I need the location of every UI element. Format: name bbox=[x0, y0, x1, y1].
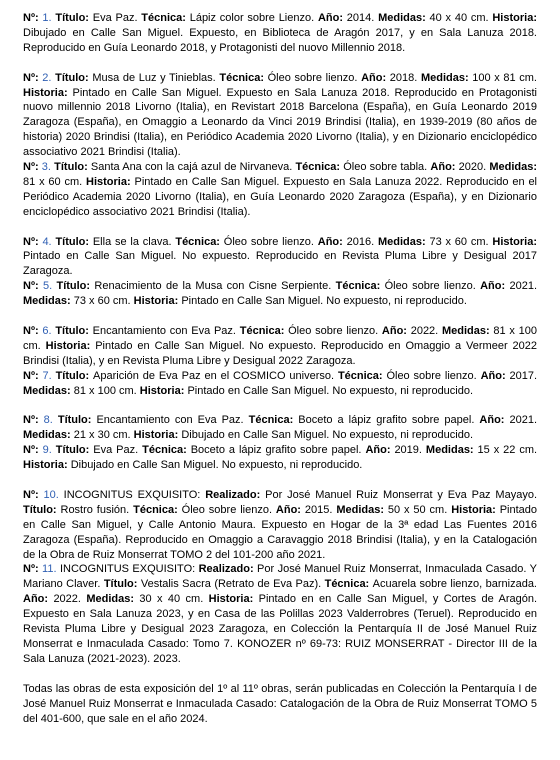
titulo-label: Título: bbox=[103, 578, 141, 591]
entry-title: Musa de Luz y Tinieblas. bbox=[92, 71, 216, 84]
entry-year: 2016. bbox=[346, 235, 375, 248]
entry-title: Renacimiento de la Musa con Cisne Serpiente. bbox=[94, 280, 332, 293]
medidas-label: Medidas: bbox=[336, 503, 388, 516]
entry-history: Pintado en Calle San Miguel. Expuesto en Sala Lanuza 2022. Reproducido en el Periódico Academia 2020 Livorno (Italia), en Guía Leonardo 2020 Zaragoza (España), y en Dizionario enciclopédico associativo 2021 Brindisi (Italia). bbox=[23, 175, 537, 218]
entry-measures: 81 x 100 cm. bbox=[23, 324, 537, 352]
tecnica-label: Técnica: bbox=[142, 444, 191, 457]
entry-year: 2020. bbox=[458, 161, 487, 174]
ano-label: Año: bbox=[479, 414, 510, 427]
ano-label: Año: bbox=[275, 503, 305, 516]
entry-title: Vestalis Sacra (Retrato de Eva Paz). bbox=[140, 578, 322, 591]
entry-year: 2022. bbox=[53, 593, 81, 606]
entry-year: 2021. bbox=[509, 280, 537, 293]
no-label: Nº: bbox=[23, 71, 43, 84]
catalog-entry-8 bbox=[23, 413, 537, 443]
ano-label: Año: bbox=[480, 280, 510, 293]
entry-title: Encantamiento con Eva Paz. bbox=[92, 324, 236, 337]
tecnica-label: Técnica: bbox=[335, 280, 385, 293]
entry-technique: Óleo sobre lienzo. bbox=[288, 324, 379, 337]
ano-label: Año: bbox=[365, 444, 395, 457]
catalog-entry-11 bbox=[23, 562, 537, 666]
titulo-label: Título: bbox=[23, 503, 61, 516]
spacer bbox=[23, 309, 537, 324]
entry-measures: 50 x 50 cm. bbox=[387, 503, 448, 516]
entry-measures: 15 x 22 cm. bbox=[477, 444, 538, 457]
no-label: Nº: bbox=[23, 235, 43, 248]
medidas-label: Medidas: bbox=[441, 324, 494, 337]
entry-year: 2019. bbox=[394, 444, 422, 457]
entry-measures: 81 x 100 cm. bbox=[73, 384, 137, 397]
historia-label: Historia: bbox=[451, 503, 500, 516]
ano-label: Año: bbox=[430, 161, 459, 174]
entry-technique: Óleo sobre lienzo. bbox=[267, 71, 358, 84]
entry-history: Pintado en Calle San Miguel. Expuesto en Sala Lanuza 2018. Reproducido en Protagonisti nuovo millennio 2018 Livorno (Italia), en Revistart 2018 Barcelona (España), en Guía Leonardo 2019 Zaragoza (España), en Omaggio a Leonardo da Vinci 2019 Brindisi (Italia), en 1939-2019 (80 años de historia) 2020 Brindisi (Italia), en Periódico Academia 2020 Livorno (Italia), y en Dizionario enciclopédico associativo 2021 Brindisi (Italia). bbox=[23, 86, 537, 159]
entry-history: Pintado en en Calle San Miguel, y Cortes de Aragón. Expuesto en Sala Lanuza 2023, y en Casa de las Polillas 2023 Valderrobres (Teruel). Reproducido en Revista Pluma Libre y Desigual 2023 Zaragoza, en Colección la Pentarquía II de José Manuel Ruiz Monserrat e Inmaculada Casado: Tomo 7. KONOZER nº 69-73: RUIZ MONSERRAT - Director III de la Sala Lanuza (2021-2023). 2023. bbox=[23, 593, 538, 665]
historia-label: Historia: bbox=[133, 295, 182, 308]
ano-label: Año: bbox=[317, 12, 347, 24]
entry-measures: 73 x 60 cm. bbox=[429, 235, 489, 248]
no-label: Nº: bbox=[23, 444, 43, 457]
no-label: Nº: bbox=[23, 12, 43, 24]
entry-number: 2. bbox=[42, 71, 52, 84]
medidas-label: Medidas: bbox=[23, 384, 74, 397]
catalog-entry-7 bbox=[23, 369, 537, 399]
entry-technique: Lápiz color sobre Lienzo. bbox=[189, 12, 315, 24]
no-label: Nº: bbox=[23, 161, 42, 174]
entry-number: 6. bbox=[42, 324, 52, 337]
realizado-label: Realizado: bbox=[198, 563, 258, 576]
historia-label: Historia: bbox=[23, 86, 73, 99]
catalog-entry-4 bbox=[23, 235, 537, 280]
entry-measures: 73 x 60 cm. bbox=[73, 295, 131, 308]
tecnica-label: Técnica: bbox=[295, 161, 344, 174]
entry-title: Aparición de Eva Paz en el COSMICO universo. bbox=[93, 369, 335, 382]
historia-label: Historia: bbox=[45, 339, 96, 352]
titulo-label: Título: bbox=[56, 280, 95, 293]
medidas-label: Medidas: bbox=[420, 71, 473, 84]
catalog-entry-10 bbox=[23, 488, 537, 563]
catalog-entry-9 bbox=[23, 443, 537, 473]
entry-history: Pintado en Calle San Miguel. No expuesto, ni reproducido. bbox=[187, 384, 474, 397]
titulo-label: Título: bbox=[55, 324, 93, 337]
entry-number: 7. bbox=[42, 369, 52, 382]
entry-number: 11. bbox=[42, 563, 57, 576]
entry-history: Pintado en Calle San Miguel. No expuesto. Reproducido en Omaggio a Vermeer 2022 Brindisi (Italia), y en Revista Pluma Libre y Desigual 2022 Zaragoza. bbox=[23, 339, 537, 367]
entry-year: 2022. bbox=[410, 324, 439, 337]
entry-authors: Por José Manuel Ruiz Monserrat, Inmaculada Casado. Y Mariano Claver. bbox=[23, 563, 537, 591]
entry-technique: Acuarela sobre lienzo, barnizada. bbox=[372, 578, 537, 591]
titulo-label: Título: bbox=[55, 12, 93, 24]
tecnica-label: Técnica: bbox=[141, 12, 190, 24]
spacer bbox=[23, 56, 537, 71]
medidas-label: Medidas: bbox=[23, 295, 74, 308]
entry-measures: 81 x 60 cm. bbox=[23, 175, 83, 188]
tecnica-label: Técnica: bbox=[239, 324, 289, 337]
tecnica-label: Técnica: bbox=[133, 503, 182, 516]
no-label: Nº: bbox=[23, 414, 44, 427]
entry-history: Pintado en Calle San Miguel. No expuesto, ni reproducido. bbox=[181, 295, 467, 308]
entry-measures: 30 x 40 cm. bbox=[139, 593, 204, 606]
entry-technique: Boceto a lápiz grafito sobre papel. bbox=[190, 444, 362, 457]
medidas-label: Medidas: bbox=[23, 429, 74, 442]
ano-label: Año: bbox=[480, 369, 510, 382]
historia-label: Historia: bbox=[133, 429, 182, 442]
entry-history: Pintado en Calle San Miguel. No expuesto. Reproducido en Revista Pluma Libre y Desigual 2017 Zaragoza. bbox=[23, 250, 537, 278]
tecnica-label: Técnica: bbox=[219, 71, 268, 84]
titulo-label: Título: bbox=[54, 161, 91, 174]
entry-technique: Óleo sobre tabla. bbox=[343, 161, 428, 174]
entry-technique: Óleo sobre lienzo. bbox=[386, 369, 477, 382]
titulo-label: Título: bbox=[55, 71, 93, 84]
entry-year: 2015. bbox=[304, 503, 333, 516]
entry-year: 2014. bbox=[346, 12, 375, 24]
ano-label: Año: bbox=[23, 593, 54, 606]
entry-number: 5. bbox=[42, 280, 53, 293]
entry-technique: Óleo sobre lienzo. bbox=[181, 503, 273, 516]
medidas-label: Medidas: bbox=[489, 161, 538, 174]
no-label: Nº: bbox=[23, 488, 44, 501]
entry-history: Dibujado en Calle San Miguel. No expuesto, ni reproducido. bbox=[70, 459, 363, 472]
entry-authors: Por José Manuel Ruiz Monserrat y Eva Paz Mayayo. bbox=[265, 488, 537, 501]
entry-number: 4. bbox=[42, 235, 52, 248]
entry-title: Eva Paz. bbox=[93, 444, 139, 457]
catalog-entry-1 bbox=[23, 11, 537, 56]
titulo-label: Título: bbox=[55, 369, 94, 382]
entry-title: Ella se la clava. bbox=[92, 235, 172, 248]
catalog-entry-3 bbox=[23, 160, 537, 220]
historia-label: Historia: bbox=[86, 175, 135, 188]
no-label: Nº: bbox=[23, 324, 43, 337]
no-label: Nº: bbox=[23, 369, 43, 382]
entry-prefix: INCOGNITUS EXQUISITO: bbox=[63, 488, 206, 501]
entry-measures: 100 x 81 cm. bbox=[472, 71, 537, 84]
medidas-label: Medidas: bbox=[86, 593, 140, 606]
ano-label: Año: bbox=[361, 71, 390, 84]
entry-history: Dibujado en Calle San Miguel. Expuesto, en Biblioteca de Aragón 2017, y en Sala Lanuza 2018. Reproducido en Guía Leonardo 2018, y Protagonisti del nuovo Millennio 2018. bbox=[23, 26, 537, 54]
entry-history: Dibujado en Calle San Miguel. No expuesto, ni reproducido. bbox=[181, 429, 474, 442]
titulo-label: Título: bbox=[57, 414, 97, 427]
closing-paragraph: Todas las obras de esta exposición del 1º al 11º obras, serán publicadas en Colección la Pentarquía I de José Manuel Ruiz Monserrat e Inmaculada Casado: Catalogación de la Obra de Ruiz Monserrat TOMO 5 del 401-600, que sale en el año 2024. bbox=[23, 682, 537, 725]
entry-year: 2018. bbox=[389, 71, 418, 84]
entry-title: Rostro fusión. bbox=[60, 503, 130, 516]
spacer bbox=[23, 667, 537, 682]
no-label: Nº: bbox=[23, 563, 43, 576]
titulo-label: Título: bbox=[55, 235, 93, 248]
entry-number: 8. bbox=[43, 414, 53, 427]
historia-label: Historia: bbox=[208, 593, 259, 606]
entry-title: Santa Ana con la cajá azul de Nirvaneva. bbox=[90, 161, 293, 174]
historia-label: Historia: bbox=[492, 235, 537, 248]
entry-number: 1. bbox=[42, 12, 52, 24]
tecnica-label: Técnica: bbox=[175, 235, 224, 248]
entry-prefix: INCOGNITUS EXQUISITO: bbox=[59, 563, 199, 576]
entry-year: 2021. bbox=[509, 414, 537, 427]
catalog-entry-5 bbox=[23, 279, 537, 309]
entry-technique: Óleo sobre lienzo. bbox=[384, 280, 476, 293]
medidas-label: Medidas: bbox=[377, 235, 430, 248]
historia-label: Historia: bbox=[139, 384, 188, 397]
spacer bbox=[23, 220, 537, 235]
entry-number: 10. bbox=[43, 488, 59, 501]
realizado-label: Realizado: bbox=[205, 488, 266, 501]
tecnica-label: Técnica: bbox=[324, 578, 373, 591]
catalog-entry-2 bbox=[23, 71, 537, 160]
entry-measures: 21 x 30 cm. bbox=[73, 429, 131, 442]
entry-title: Eva Paz. bbox=[92, 12, 138, 24]
entry-year: 2017. bbox=[509, 369, 538, 382]
entry-technique: Óleo sobre lienzo. bbox=[223, 235, 314, 248]
historia-label: Historia: bbox=[23, 459, 71, 472]
ano-label: Año: bbox=[381, 324, 411, 337]
spacer bbox=[23, 399, 537, 414]
no-label: Nº: bbox=[23, 280, 43, 293]
spacer bbox=[23, 473, 537, 488]
titulo-label: Título: bbox=[55, 444, 94, 457]
entry-number: 3. bbox=[41, 161, 51, 174]
entry-measures: 40 x 40 cm. bbox=[429, 12, 489, 24]
tecnica-label: Técnica: bbox=[337, 369, 387, 382]
entry-title: Encantamiento con Eva Paz. bbox=[96, 414, 244, 427]
entry-number: 9. bbox=[42, 444, 52, 457]
entry-history: Pintado en Calle San Miguel, y Calle Antonio Maura. Expuesto en Hogar de la 3ª edad Las Fuentes 2016 Zaragoza (España). Reproducido en Omaggio a Caravaggio 2018 Brindisi (Italia), y en la Catalogación de la Obra de Ruiz Monserrat TOMO 2 del 101-200 año 2021. bbox=[23, 503, 538, 561]
tecnica-label: Técnica: bbox=[248, 414, 299, 427]
medidas-label: Medidas: bbox=[425, 444, 478, 457]
historia-label: Historia: bbox=[492, 12, 537, 24]
medidas-label: Medidas: bbox=[378, 12, 430, 24]
ano-label: Año: bbox=[317, 235, 347, 248]
entry-technique: Boceto a lápiz grafito sobre papel. bbox=[298, 414, 475, 427]
catalog-entry-6 bbox=[23, 324, 537, 369]
